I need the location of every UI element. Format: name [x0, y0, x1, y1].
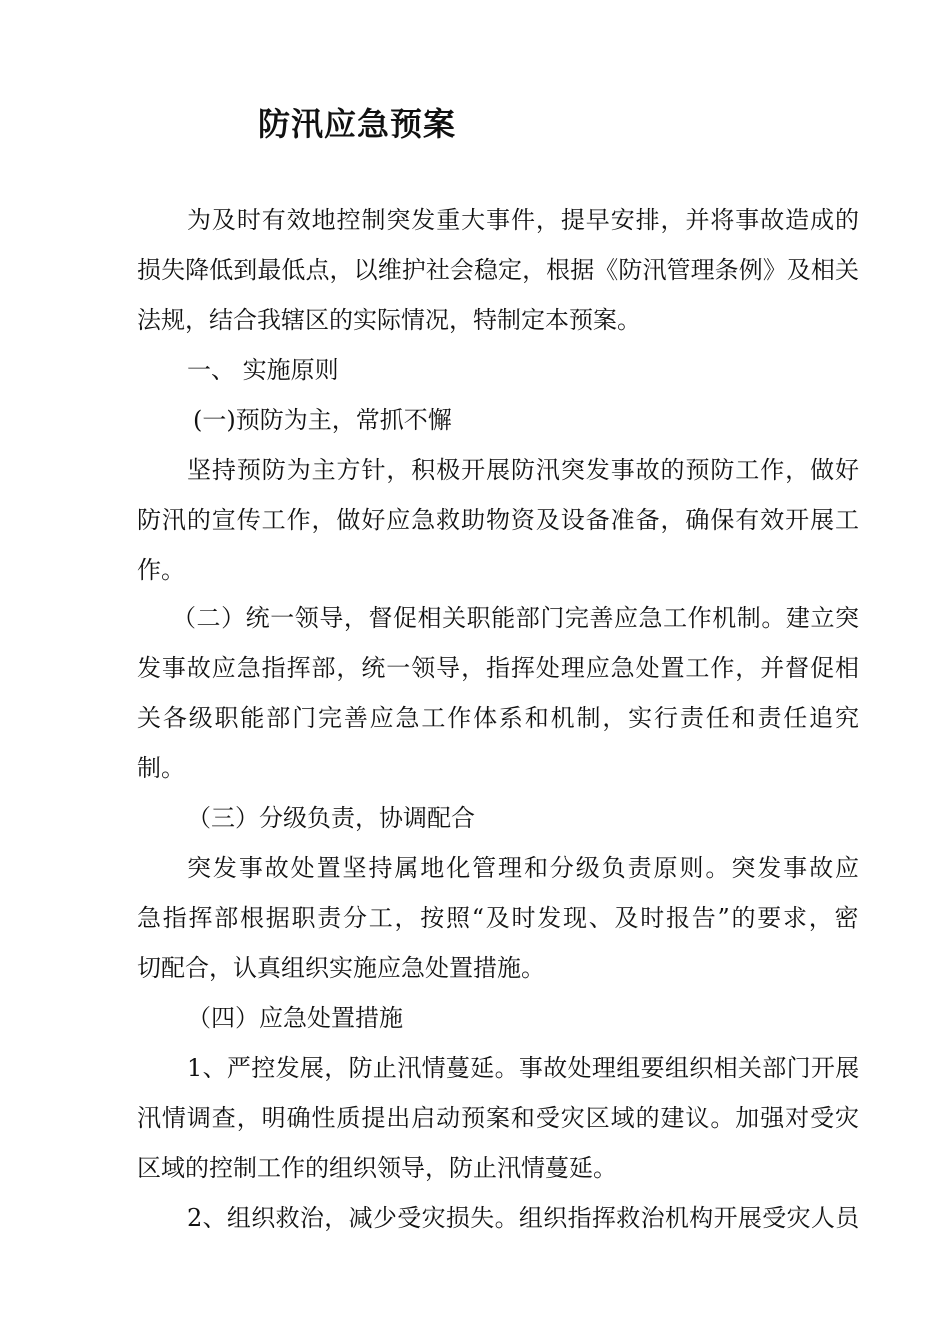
body-line: 制。 — [137, 754, 185, 782]
subsection-heading: （四）应急处置措施 — [187, 1004, 403, 1032]
body-line: 关各级职能部门完善应急工作体系和机制，实行责任和责任追究 — [137, 704, 861, 732]
body-line: 法规，结合我辖区的实际情况，特制定本预案。 — [137, 306, 641, 334]
body-line: 区域的控制工作的组织领导，防止汛情蔓延。 — [137, 1154, 617, 1182]
subsection-heading: （三）分级负责，协调配合 — [187, 804, 475, 832]
body-line: 切配合，认真组织实施应急处置措施。 — [137, 954, 545, 982]
subsection-heading: (一)预防为主，常抓不懈 — [193, 406, 452, 434]
body-line: 防汛的宣传工作，做好应急救助物资及设备准备，确保有效开展工 — [137, 506, 860, 534]
body-line: （二）统一领导，督促相关职能部门完善应急工作机制。建立突 — [172, 604, 860, 632]
body-line: 发事故应急指挥部，统一领导，指挥处理应急处置工作，并督促相 — [137, 654, 860, 682]
body-line: 汛情调查，明确性质提出启动预案和受灾区域的建议。加强对受灾 — [137, 1104, 860, 1132]
body-line: 2、组织救治，减少受灾损失。组织指挥救治机构开展受灾人员 — [187, 1204, 860, 1232]
section-heading: 一、 实施原则 — [187, 356, 339, 384]
body-line: 突发事故处置坚持属地化管理和分级负责原则。突发事故应 — [187, 854, 861, 882]
page-title: 防汛应急预案 — [258, 105, 457, 143]
body-line: 为及时有效地控制突发重大事件，提早安排，并将事故造成的 — [187, 206, 860, 234]
body-line: 1、严控发展，防止汛情蔓延。事故处理组要组织相关部门开展 — [187, 1054, 860, 1082]
body-line: 作。 — [137, 556, 185, 584]
body-line: 损失降低到最低点，以维护社会稳定，根据《防汛管理条例》及相关 — [137, 256, 860, 284]
body-line: 坚持预防为主方针，积极开展防汛突发事故的预防工作，做好 — [187, 456, 860, 484]
body-line: 急指挥部根据职责分工，按照“及时发现、及时报告”的要求，密 — [137, 904, 861, 932]
